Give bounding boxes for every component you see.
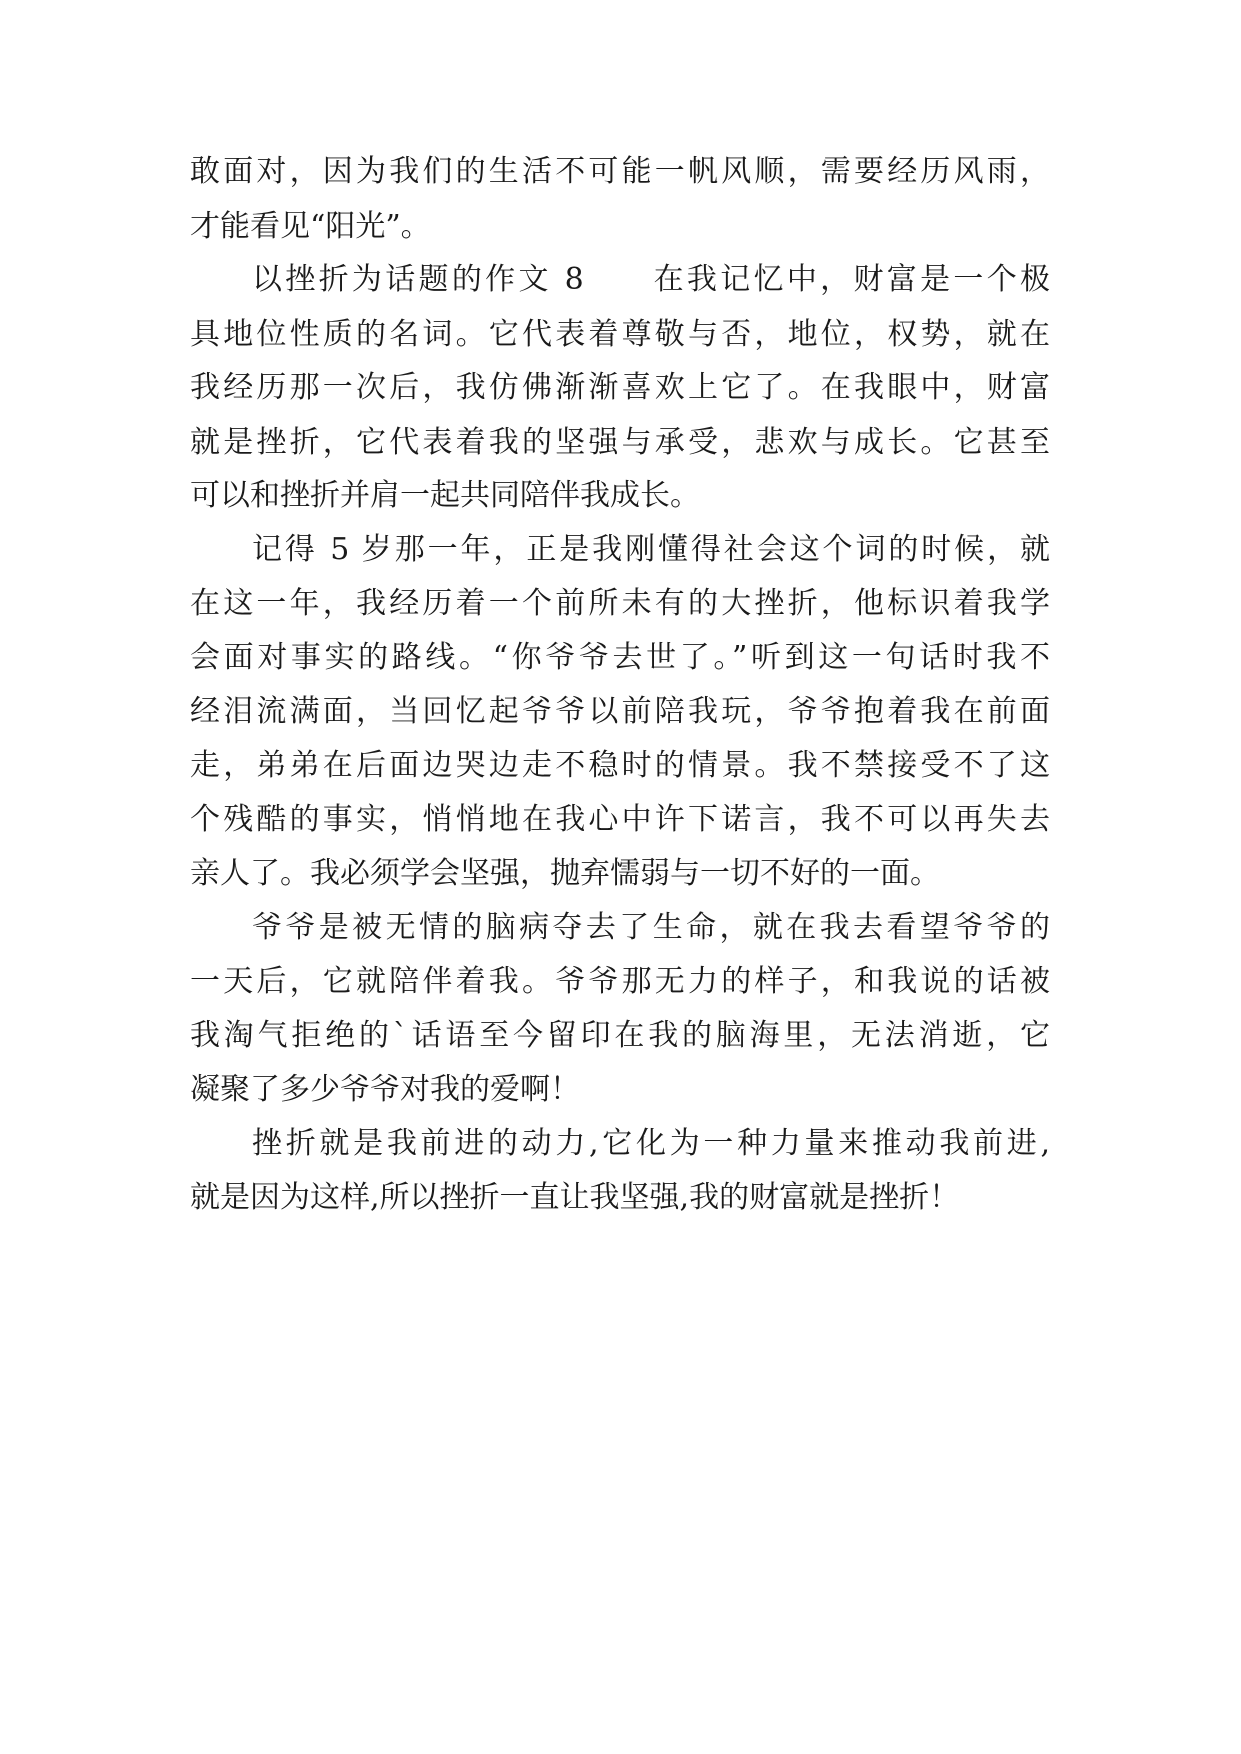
text-line: 个残酷的事实，悄悄地在我心中许下诺言，我不可以再失去: [190, 802, 1050, 837]
text-line: 就是挫折，它代表着我的坚强与承受，悲欢与成长。它甚至: [190, 425, 1050, 460]
text-line: 记得 5 岁那一年，正是我刚懂得社会这个词的时候，就: [252, 532, 1050, 567]
text-line: 可以和挫折并肩一起共同陪伴我成长。: [190, 478, 700, 513]
text-line: 才能看见“阳光”。: [190, 209, 431, 244]
text-line: 具地位性质的名词。它代表着尊敬与否，地位，权势，就在: [190, 317, 1050, 352]
text-line: 挫折就是我前进的动力,它化为一种力量来推动我前进,: [252, 1126, 1050, 1161]
text-line: 亲人了。我必须学会坚强，抛弃懦弱与一切不好的一面。: [190, 856, 940, 891]
text-line: 经泪流满面，当回忆起爷爷以前陪我玩，爷爷抱着我在前面: [190, 694, 1050, 729]
text-line: 我经历那一次后，我仿佛渐渐喜欢上它了。在我眼中，财富: [190, 370, 1050, 405]
text-line: 走，弟弟在后面边哭边走不稳时的情景。我不禁接受不了这: [190, 748, 1050, 783]
text-line: 敢面对，因为我们的生活不可能一帆风顺，需要经历风雨，: [190, 154, 1050, 189]
text-line: 爷爷是被无情的脑病夺去了生命，就在我去看望爷爷的: [252, 910, 1050, 945]
text-line: 凝聚了多少爷爷对我的爱啊！: [190, 1072, 580, 1107]
text-line: 以挫折为话题的作文 8 在我记忆中，财富是一个极: [252, 262, 1050, 297]
text-line: 一天后，它就陪伴着我。爷爷那无力的样子，和我说的话被: [190, 964, 1050, 999]
text-line: 就是因为这样,所以挫折一直让我坚强,我的财富就是挫折！: [190, 1180, 960, 1215]
text-line: 会面对事实的路线。“你爷爷去世了。”听到这一句话时我不: [190, 640, 1050, 675]
text-line: 在这一年，我经历着一个前所未有的大挫折，他标识着我学: [190, 586, 1050, 621]
text-line: 我淘气拒绝的`话语至今留印在我的脑海里，无法消逝，它: [190, 1018, 1050, 1053]
